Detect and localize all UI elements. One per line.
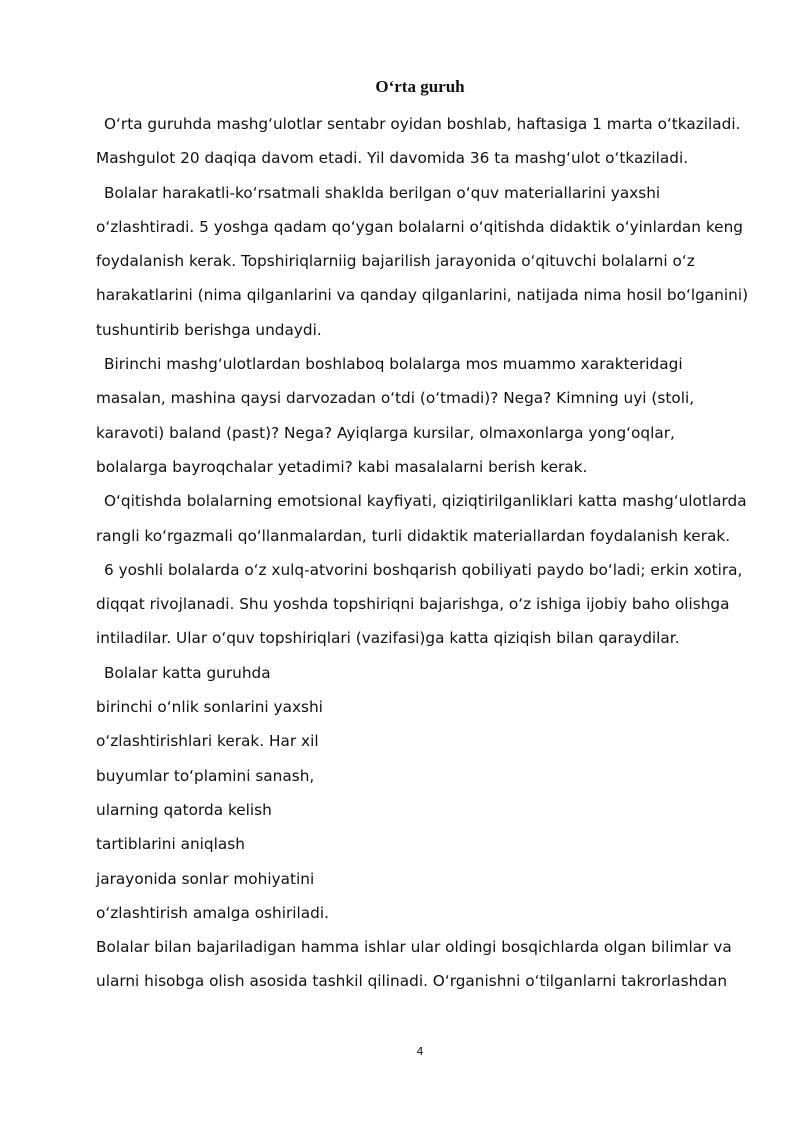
- text-line: O‘qitishda bolalarning emotsional kayfiyati, qiziqtirilganliklari katta mashg‘ulotlarda: [104, 492, 747, 511]
- text-line: Mashgulot 20 daqiqa davom etadi. Yil davomida 36 ta mashg‘ulot o‘tkaziladi.: [96, 149, 689, 168]
- text-line: diqqat rivojlanadi. Shu yoshda topshiriqni bajarishga, o‘z ishiga ijobiy baho olishga: [96, 595, 730, 614]
- text-line: o‘zlashtiradi. 5 yoshga qadam qo‘ygan bolalarni o‘qitishda didaktik o‘yinlardan keng: [96, 217, 743, 236]
- text-line: o‘zlashtirish amalga oshiriladi.: [96, 903, 329, 922]
- text-line: Bolalar harakatli-ko‘rsatmali shaklda berilgan o‘quv materiallarini yaxshi: [104, 183, 661, 202]
- text-line: karavoti) baland (past)? Nega? Ayiqlarga kursilar, olmaxonlarga yong‘oqlar,: [96, 423, 675, 442]
- text-line: harakatlarini (nima qilganlarini va qanday qilganlarini, natijada nima hosil bo‘lganini): [96, 286, 749, 305]
- text-line: tartiblarini aniqlash: [96, 835, 245, 854]
- text-line: 6 yoshli bolalarda o‘z xulq-atvorini boshqarish qobiliyati paydo bo‘ladi; erkin xotira,: [104, 560, 743, 579]
- text-line: rangli ko‘rgazmali qo‘llanmalardan, turli didaktik materiallardan foydalanish kerak.: [96, 526, 731, 545]
- text-line: jarayonida sonlar mohiyatini: [96, 869, 315, 888]
- text-line: intiladilar. Ular o‘quv topshiriqlari (vazifasi)ga katta qiziqish bilan qaraydilar.: [96, 629, 680, 648]
- text-line: buyumlar to‘plamini sanash,: [96, 766, 315, 785]
- text-line: Bolalar bilan bajariladigan hamma ishlar ular oldingi bosqichlarda olgan bilimlar va: [96, 938, 732, 957]
- text-line: Bolalar katta guruhda: [104, 663, 271, 682]
- text-line: ularning qatorda kelish: [96, 800, 272, 819]
- text-line: Birinchi mashg‘ulotlardan boshlaboq bolalarga mos muammo xarakteridagi: [104, 355, 683, 374]
- text-line: foydalanish kerak. Topshiriqlarniig bajarilish jarayonida o‘qituvchi bolalarni o‘z: [96, 252, 695, 271]
- text-line: bolalarga bayroqchalar yetadimi? kabi masalalarni berish kerak.: [96, 457, 588, 476]
- page-number: 4: [416, 1045, 424, 1058]
- page-title: O‘rta guruh: [375, 77, 465, 96]
- text-line: masalan, mashina qaysi darvozadan o‘tdi (o‘tmadi)? Nega? Kimning uyi (stoli,: [96, 389, 695, 408]
- text-line: O‘rta guruhda mashg‘ulotlar sentabr oyidan boshlab, haftasiga 1 marta o‘tkaziladi.: [104, 115, 741, 133]
- text-line: ularni hisobga olish asosida tashkil qilinadi. O‘rganishni o‘tilganlarni takrorlashdan: [96, 972, 728, 991]
- text-line: o‘zlashtirishlari kerak. Har xil: [96, 732, 319, 751]
- text-line: tushuntirib berishga undaydi.: [96, 320, 322, 339]
- text-line: birinchi o‘nlik sonlarini yaxshi: [96, 698, 323, 717]
- document-body: [96, 107, 756, 999]
